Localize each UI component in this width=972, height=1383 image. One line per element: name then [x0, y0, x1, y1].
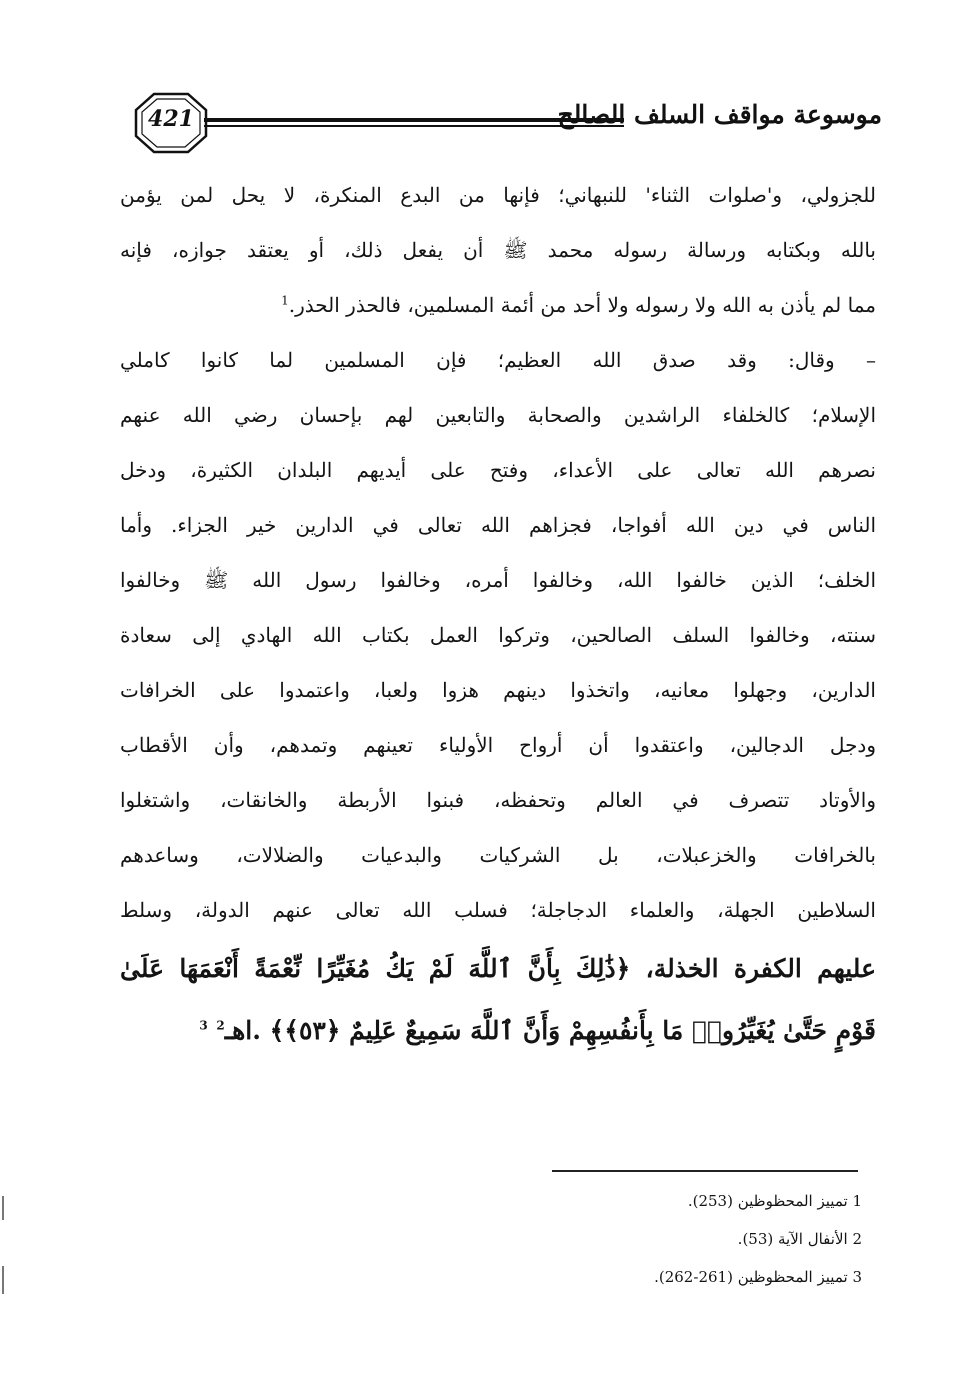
text-line-12: والأوتاد تتصرف في العالم وتحفظه، فبنوا الأربطة والخانقات، واشتغلوا: [120, 788, 876, 812]
text-line-2: بالله وبكتابه ورسالة رسوله محمد ﷺ أن يفعل ذلك، أو يعتقد جوازه، فإنه: [120, 238, 876, 262]
text-line-8: الخلف؛ الذين خالفوا الله، وخالفوا أمره، وخالفوا رسول الله ﷺ وخالفوا: [120, 568, 876, 592]
text-line-9: سنته، وخالفوا السلف الصالحين، وتركوا العمل بكتاب الله الهادي إلى سعادة: [120, 623, 876, 647]
footnote-ref-2: 2: [216, 1018, 225, 1033]
scan-edge-mark: [2, 1196, 4, 1220]
main-text: [120, 168, 876, 1062]
footnote-separator: [552, 1170, 858, 1172]
footnote-ref-1: 1: [281, 293, 289, 308]
text-line-5: الإسلام؛ كالخلفاء الراشدين والصحابة والتابعين لهم بإحسان رضي الله عنهم: [120, 403, 876, 427]
text-line-11: ودجل الدجالين، واعتقدوا أن أرواح الأولياء تعينهم وتمدهم، وأن الأقطاب: [120, 733, 876, 757]
text-line-3-content: مما لم يأذن به الله ولا رسوله ولا أحد من أئمة المسلمين، فالحذر الحذر.: [288, 293, 876, 317]
text-line-1: للجزولي، و'صلوات الثناء' للنبهاني؛ فإنها من البدع المنكرة، لا يحل لمن يؤمن: [120, 183, 876, 207]
text-line-10: الدارين، وجهلوا معانيه، واتخذوا دينهم هزوا ولعبا، واعتمدوا على الخرافات: [120, 678, 876, 702]
footnote-ref-3: 3: [199, 1018, 208, 1033]
text-line-15: عليهم الكفرة الخذلة، ﴿ذَٰلِكَ بِأَنَّ ٱللَّهَ لَمْ يَكُ مُغَيِّرًا نِّعْمَةً أَنْعَمَهَا عَلَىٰ: [120, 954, 876, 983]
text-line-14: السلاطين الجهلة، والعلماء الدجاجلة؛ فسلب الله تعالى عنهم الدولة، وسلط: [120, 898, 876, 922]
text-line-7: الناس في دين الله أفواجا، فجزاهم الله تعالى في الدارين خير الجزاء. وأما: [120, 513, 876, 537]
text-line-16-content: قَوْمٍ حَتَّىٰ يُغَيِّرُوا۟ مَا بِأَنفُسِهِمْ وَأَنَّ ٱللَّهَ سَمِيعٌ عَلِيمٌ ﴿٥٣﴾﴾ .اهـ: [224, 1016, 876, 1045]
footnote-2: 2 الأنفال الآية (53).: [737, 1230, 862, 1248]
page-number: 421: [148, 106, 194, 132]
text-line-6: نصرهم الله تعالى على الأعداء، وفتح على أيديهم البلدان الكثيرة، ودخل: [120, 458, 876, 482]
text-line-3: [120, 278, 876, 333]
text-line-4: – وقال: وقد صدق الله العظيم؛ فإن المسلمين لما كانوا كاملي: [120, 348, 876, 372]
footnote-3: 3 تمييز المحظوظين (261-262).: [654, 1268, 862, 1286]
page-header: [120, 82, 882, 174]
book-title: موسوعة مواقف السلف الصالح: [557, 100, 882, 129]
footnotes: [552, 1184, 862, 1298]
scan-edge-mark: [2, 1266, 4, 1294]
page-number-badge: [134, 92, 208, 154]
footnote-1: 1 تمييز المحظوظين (253).: [687, 1192, 862, 1210]
text-line-13: بالخرافات والخزعبلات، بل الشركيات والبدعيات والضلالات، وساعدهم: [120, 843, 876, 867]
text-line-16: [120, 1000, 876, 1062]
